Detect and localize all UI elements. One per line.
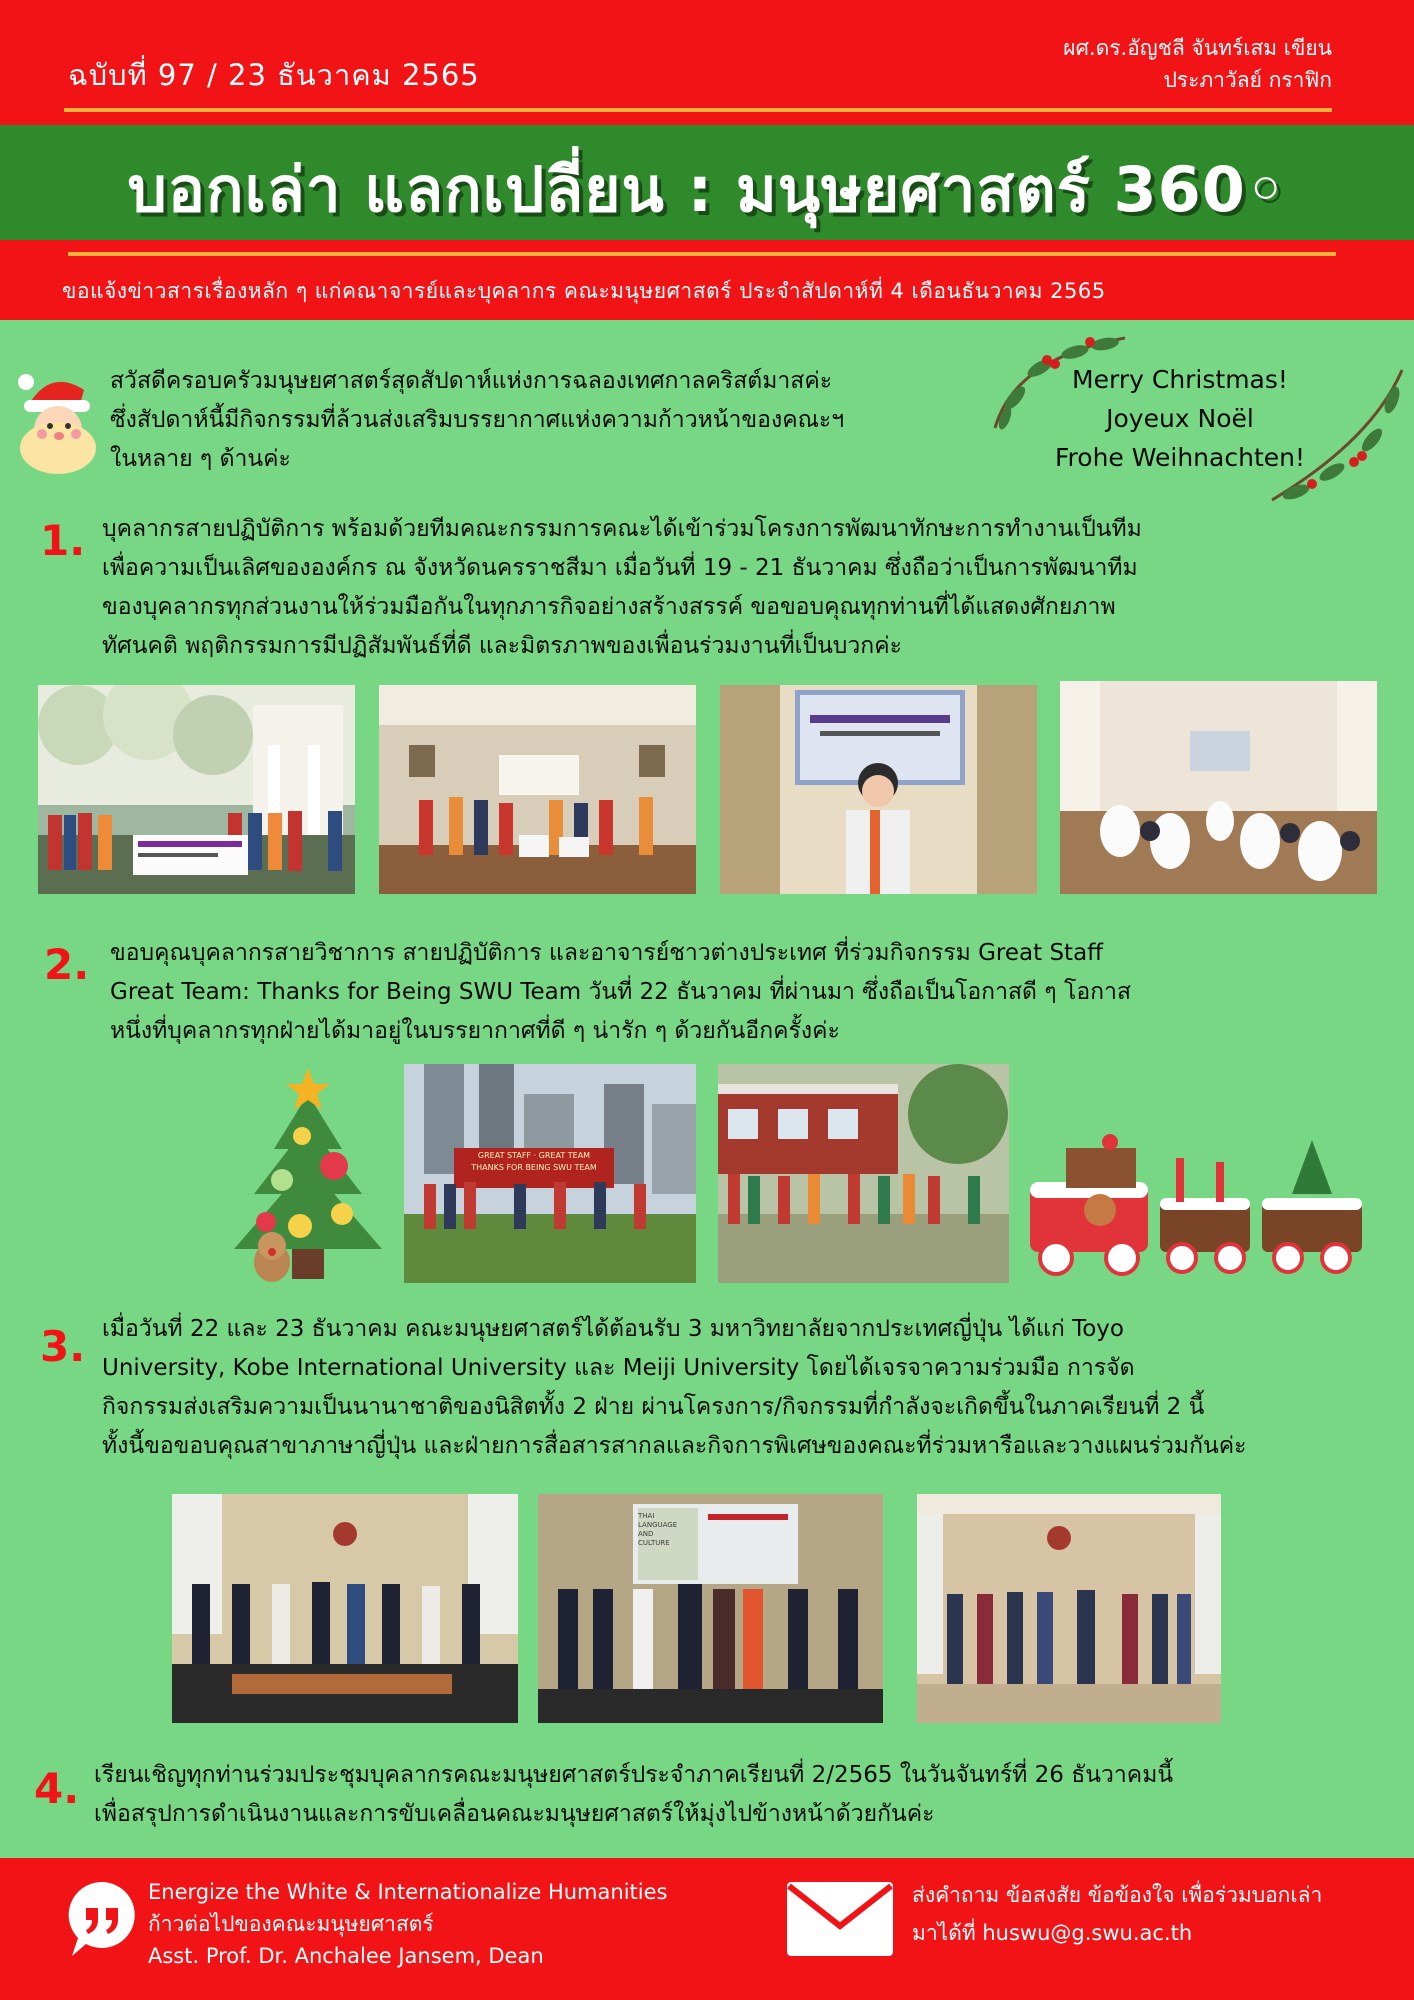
divider-line — [64, 108, 1332, 112]
photo-group-hall — [379, 685, 696, 894]
christmas-wishes — [1030, 360, 1330, 477]
footer-quote — [148, 1876, 667, 1972]
issue-number: ฉบับที่ 97 / 23 ธันวาคม 2565 — [68, 58, 480, 92]
photo-group-outdoor — [718, 1064, 1009, 1283]
divider-line — [68, 252, 1336, 256]
footer-dean-name: Asst. Prof. Dr. Anchalee Jansem, Dean — [148, 1944, 544, 1968]
banner-text: THANKS FOR BEING SWU TEAM — [471, 1163, 597, 1172]
photo-presentation-group — [538, 1494, 883, 1723]
item-line: เรียนเชิญทุกท่านร่วมประชุมบุคลากรคณะมนุษยศาสตร์ประจำภาคเรียนที่ 2/2565 ในวันจันทร์ที่ 26 ธันวาคมนี้ — [94, 1762, 1174, 1788]
item-number: 2. — [44, 940, 90, 989]
wish-german: Frohe Weihnachten! — [1055, 443, 1305, 472]
screen-text: CULTURE — [638, 1539, 670, 1547]
photo-group-garden — [38, 685, 355, 894]
newsletter-subtitle: ขอแจ้งข่าวสารเรื่องหลัก ๆ แก่คณาจารย์และบุคลากร คณะมนุษยศาสตร์ ประจำสัปดาห์ที่ 4 เดือนธันวาคม 2565 — [62, 279, 1106, 303]
item-line: Great Team: Thanks for Being SWU Team วันที่ 22 ธันวาคม ที่ผ่านมา ซึ่งถือเป็นโอกาสดี ๆ โอกาส — [110, 979, 1132, 1005]
item-line: ของบุคลากรทุกส่วนงานให้ร่วมมือกันในทุกภารกิจอย่างสร้างสรรค์ ขอขอบคุณทุกท่านที่ได้แสดงศักยภาพ — [102, 594, 1116, 620]
footer-contact — [912, 1876, 1322, 1952]
item-line: หนึ่งที่บุคลากรทุกฝ่ายได้มาอยู่ในบรรยากาศที่ดี ๆ น่ารัก ๆ ด้วยกันอีกครั้งค่ะ — [110, 1018, 840, 1044]
wish-english: Merry Christmas! — [1072, 365, 1288, 394]
item-1-text — [102, 510, 1402, 666]
item-line: ขอบคุณบุคลากรสายวิชาการ สายปฏิบัติการ และอาจารย์ชาวต่างประเทศ ที่ร่วมกิจกรรม Great Staff — [110, 940, 1104, 966]
screen-text: LANGUAGE — [638, 1521, 678, 1529]
photo-training-room — [1060, 681, 1377, 894]
item-number: 1. — [40, 516, 86, 565]
banner-text: GREAT STAFF · GREAT TEAM — [477, 1151, 591, 1160]
screen-text: THAI — [638, 1512, 655, 1520]
item-number: 4. — [34, 1764, 80, 1813]
newsletter-title: บอกเล่า แลกเปลี่ยน : มนุษยศาสตร์ 360◦ — [127, 153, 1287, 226]
photo-great-staff-event — [404, 1064, 696, 1283]
photo-meeting-room-group — [172, 1494, 518, 1723]
photo-delegation-group — [917, 1494, 1221, 1723]
envelope-icon — [785, 1880, 895, 1958]
author-graphic: ประภาวัลย์ กราฟิก — [1163, 68, 1332, 92]
item-line: เพื่อสรุปการดำเนินงานและการขับเคลื่อนคณะมนุษยศาสตร์ให้มุ่งไปข้างหน้าด้วยกันค่ะ — [94, 1801, 935, 1827]
item-4-text — [94, 1756, 1404, 1834]
item-line: กิจกรรมส่งเสริมความเป็นนานาชาติของนิสิตทั้ง 2 ฝ่าย ผ่านโครงการ/กิจกรรมที่กำลังจะเกิดขึ้นในภาคเรียนที่ 2 นี้ — [102, 1394, 1205, 1420]
photo-speaker — [720, 685, 1037, 894]
christmas-train-icon — [1026, 1128, 1368, 1278]
christmas-tree-icon — [222, 1064, 394, 1286]
item-line: University, Kobe International University และ Meiji University โดยได้เจรจาความร่วมมือ การจัด — [102, 1355, 1135, 1381]
authors — [1063, 32, 1332, 96]
contact-invite: ส่งคำถาม ข้อสงสัย ข้อข้องใจ เพื่อร่วมบอกเล่า — [912, 1883, 1323, 1907]
greeting-line: ในหลาย ๆ ด้านค่ะ — [110, 446, 291, 472]
wish-french: Joyeux Noël — [1106, 404, 1254, 433]
greeting-line: ซึ่งสัปดาห์นี้มีกิจกรรมที่ล้วนส่งเสริมบรรยากาศแห่งความก้าวหน้าของคณะฯ — [110, 407, 845, 433]
item-line: เมื่อวันที่ 22 และ 23 ธันวาคม คณะมนุษยศาสตร์ได้ต้อนรับ 3 มหาวิทยาลัยจากประเทศญี่ปุ่น ได้แก่ Toyo — [102, 1316, 1124, 1342]
greeting-text — [110, 362, 990, 479]
item-line: เพื่อความเป็นเลิศขององค์กร ณ จังหวัดนครราชสีมา เมื่อวันที่ 19 - 21 ธันวาคม ซึ่งถือว่าเป็นการพัฒนาทีม — [102, 555, 1138, 581]
item-3-text — [102, 1310, 1402, 1466]
item-line: บุคลากรสายปฏิบัติการ พร้อมด้วยทีมคณะกรรมการคณะได้เข้าร่วมโครงการพัฒนาทักษะการทำงานเป็นทีม — [102, 516, 1142, 542]
screen-text: AND — [638, 1530, 654, 1538]
contact-email[interactable]: มาได้ที่ huswu@g.swu.ac.th — [912, 1921, 1193, 1945]
item-2-text — [110, 934, 1400, 1051]
item-number: 3. — [40, 1322, 86, 1371]
item-line: ทัศนคติ พฤติกรรมการมีปฏิสัมพันธ์ที่ดี และมิตรภาพของเพื่อนร่วมงานที่เป็นบวกค่ะ — [102, 633, 902, 659]
author-writer: ผศ.ดร.อัญชลี จันทร์เสม เขียน — [1063, 36, 1332, 60]
quote-icon — [66, 1880, 136, 1958]
santa-icon — [10, 366, 106, 476]
item-line: ทั้งนี้ขอขอบคุณสาขาภาษาญี่ปุ่น และฝ่ายการสื่อสารสากลและกิจการพิเศษของคณะที่ร่วมหารือและวางแผนร่วมกันค่ะ — [102, 1433, 1247, 1459]
footer-slogan: Energize the White & Internationalize Humanities — [148, 1880, 668, 1904]
greeting-line: สวัสดีครอบครัวมนุษยศาสตร์สุดสัปดาห์แห่งการฉลองเทศกาลคริสต์มาสค่ะ — [110, 368, 833, 394]
footer-slogan-thai: ก้าวต่อไปของคณะมนุษยศาสตร์ — [148, 1912, 434, 1936]
